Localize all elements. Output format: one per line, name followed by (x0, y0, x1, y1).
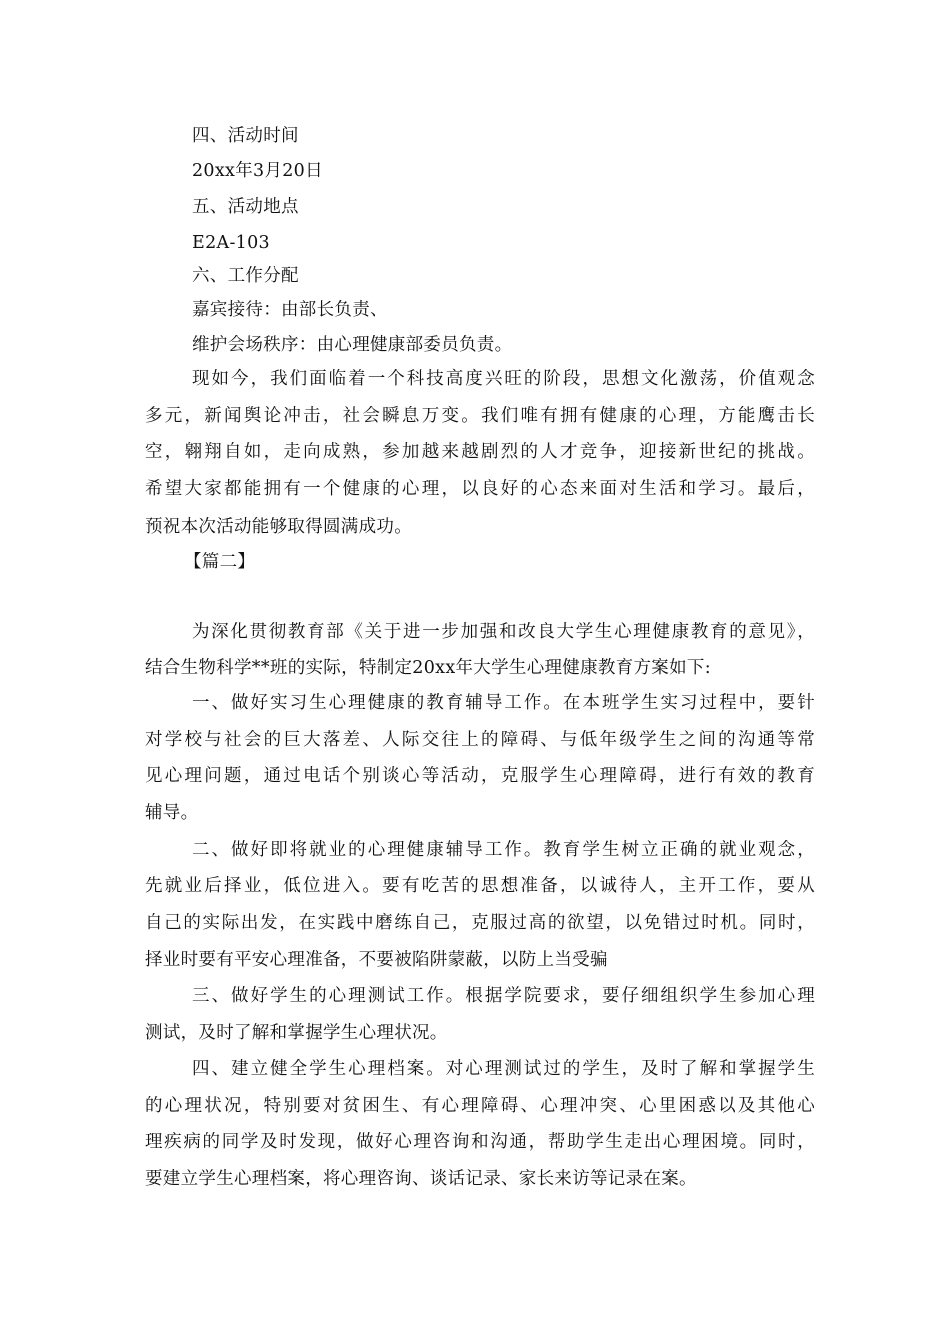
place-value: E2A-103 (192, 233, 270, 253)
item2-line: 自己的实际出发，在实践中磨练自己，克服过高的欲望，以免错过时机。同时， (145, 913, 815, 933)
item2-line: 择业时要有平安心理准备，不要被陷阱蒙蔽，以防上当受骗 (145, 950, 608, 970)
closing-paragraph-line: 多元，新闻舆论冲击，社会瞬息万变。我们唯有拥有健康的心理，方能鹰击长 (145, 406, 815, 426)
work-heading: 六、工作分配 (192, 266, 299, 286)
place-heading: 五、活动地点 (192, 197, 299, 217)
item4-line: 要建立学生心理档案，将心理咨询、谈话记录、家长来访等记录在案。 (145, 1169, 697, 1189)
item2-line: 先就业后择业，低位进入。要有吃苦的思想准备，以诚待人，主开工作，要从 (145, 876, 815, 896)
item4-line: 四、建立健全学生心理档案。对心理测试过的学生，及时了解和掌握学生 (192, 1059, 815, 1079)
item1-line: 见心理问题，通过电话个别谈心等活动，克服学生心理障碍，进行有效的教育 (145, 766, 815, 786)
item4-line: 理疾病的同学及时发现，做好心理咨询和沟通，帮助学生走出心理困境。同时， (145, 1132, 815, 1152)
item4-line: 的心理状况，特别要对贫困生、有心理障碍、心理冲突、心里困惑以及其他心 (145, 1096, 815, 1116)
item1-line: 辅导。 (145, 803, 199, 823)
time-heading: 四、活动时间 (192, 126, 299, 146)
part-title: 【篇二】 (184, 552, 256, 572)
item1-line: 一、做好实习生心理健康的教育辅导工作。在本班学生实习过程中，要针 (192, 693, 815, 713)
work-item: 维护会场秩序：由心理健康部委员负责。 (192, 335, 513, 355)
time-value: 20xx年3月20日 (192, 161, 323, 181)
item1-line: 对学校与社会的巨大落差、人际交往上的障碍、与低年级学生之间的沟通等常 (145, 730, 815, 750)
intro-line: 为深化贯彻教育部《关于进一步加强和改良大学生心理健康教育的意见》， (192, 622, 815, 642)
closing-paragraph-line: 空，翱翔自如，走向成熟，参加越来越剧烈的人才竞争，迎接新世纪的挑战。 (145, 442, 815, 462)
intro-line: 结合生物科学**班的实际，特制定20xx年大学生心理健康教育方案如下: (145, 658, 711, 678)
item3-line: 三、做好学生的心理测试工作。根据学院要求，要仔细组织学生参加心理 (192, 986, 815, 1006)
closing-paragraph-line: 希望大家都能拥有一个健康的心理，以良好的心态来面对生活和学习。最后， (145, 479, 815, 499)
work-item: 嘉宾接待：由部长负责、 (192, 300, 388, 320)
closing-paragraph-line: 预祝本次活动能够取得圆满成功。 (145, 517, 412, 537)
item3-line: 测试，及时了解和掌握学生心理状况。 (145, 1023, 448, 1043)
closing-paragraph-line: 现如今，我们面临着一个科技高度兴旺的阶段，思想文化激荡，价值观念 (192, 369, 815, 389)
item2-line: 二、做好即将就业的心理健康辅导工作。教育学生树立正确的就业观念， (192, 840, 815, 860)
